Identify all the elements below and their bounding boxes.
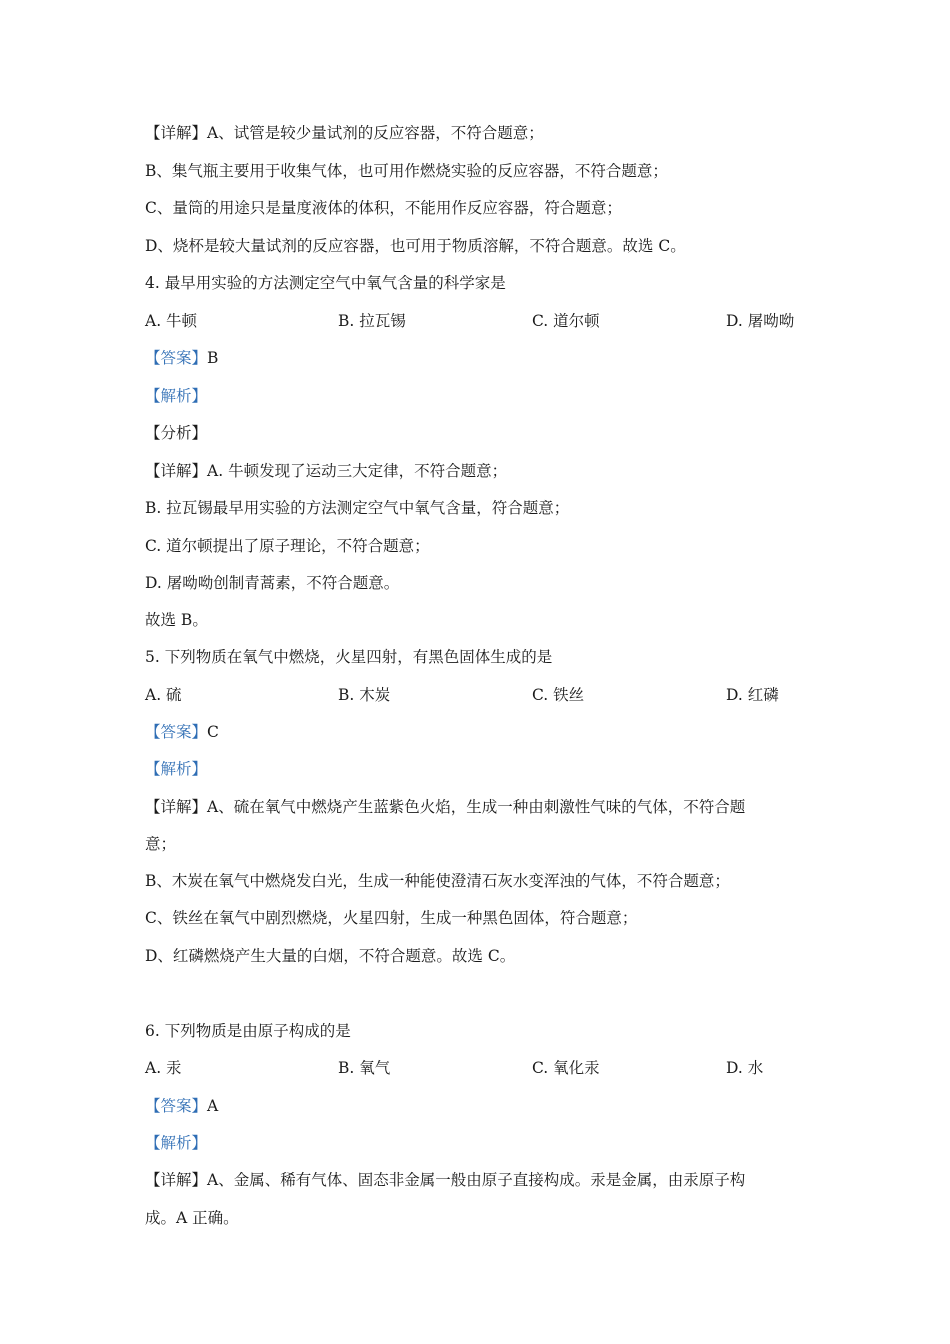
q6-detail-line-1: 【详解】A、金属、稀有气体、固态非金属一般由原子直接构成。汞是金属，由汞原子构: [145, 1171, 746, 1189]
q4-conclusion: 故选 B。: [145, 611, 208, 629]
q6-option-b: B. 氧气: [338, 1059, 391, 1077]
q5-detail-line-1: 【详解】A、硫在氧气中燃烧产生蓝紫色火焰，生成一种由刺激性气味的气体，不符合题: [145, 798, 746, 816]
q4-detail-line-2: B. 拉瓦锡最早用实验的方法测定空气中氧气含量，符合题意；: [145, 499, 570, 517]
q5-detail-tag: 【详解】: [145, 798, 208, 816]
q4-option-b: B. 拉瓦锡: [338, 312, 406, 330]
q5-detail-line-5: D、红磷燃烧产生大量的白烟，不符合题意。故选 C。: [145, 947, 516, 965]
q5-answer: [145, 722, 219, 742]
q6-answer-value: A: [207, 1097, 219, 1115]
q3-detail-line-1: 【详解】A、试管是较少量试剂的反应容器，不符合题意；: [145, 124, 544, 142]
q5-detail-line-4: C、铁丝在氧气中剧烈燃烧，火星四射，生成一种黑色固体，符合题意；: [145, 909, 638, 927]
q3-detail-line-4: D、烧杯是较大量试剂的反应容器，也可用于物质溶解，不符合题意。故选 C。: [145, 237, 686, 255]
q5-option-b: B. 木炭: [338, 686, 391, 704]
q6-answer-tag: 【答案】: [145, 1097, 208, 1115]
q4-detail-line-4: D. 屠呦呦创制青蒿素，不符合题意。: [145, 574, 400, 592]
q4-detail-line-1: 【详解】A. 牛顿发现了运动三大定律，不符合题意；: [145, 462, 508, 480]
q4-detail-line-3: C. 道尔顿提出了原子理论，不符合题意；: [145, 537, 430, 555]
q5-option-c: C. 铁丝: [532, 686, 585, 704]
q4-detail-tag: 【详解】: [145, 462, 208, 480]
q6-detail-tag: 【详解】: [145, 1171, 208, 1189]
q6-option-c: C. 氧化汞: [532, 1059, 600, 1077]
q4-option-d: D. 屠呦呦: [726, 312, 795, 330]
q5-option-d: D. 红磷: [726, 686, 779, 704]
q5-stem: 5. 下列物质在氧气中燃烧，火星四射，有黑色固体生成的是: [145, 648, 553, 666]
q6-option-a: A. 汞: [145, 1059, 182, 1077]
q6-detail-line-2: 成。A 正确。: [145, 1209, 239, 1227]
q5-analysis-tag: 【解析】: [145, 760, 208, 778]
q4-option-a: A. 牛顿: [145, 312, 198, 330]
q6-stem: 6. 下列物质是由原子构成的是: [145, 1022, 351, 1040]
q4-analysis-tag: 【解析】: [145, 387, 208, 405]
q4-stem: 4. 最早用实验的方法测定空气中氧气含量的科学家是: [145, 274, 506, 292]
q4-answer: [145, 348, 218, 368]
q3-detail-tag: 【详解】: [145, 124, 208, 142]
q5-detail-line-2: 意；: [145, 835, 177, 853]
q4-option-c: C. 道尔顿: [532, 312, 600, 330]
q3-detail-line-3: C、量筒的用途只是量度液体的体积，不能用作反应容器，符合题意；: [145, 199, 622, 217]
q4-answer-value: B: [207, 349, 219, 367]
q5-answer-value: C: [207, 723, 219, 741]
q4-answer-tag: 【答案】: [145, 349, 208, 367]
q6-option-d: D. 水: [726, 1059, 764, 1077]
q6-answer: [145, 1096, 218, 1116]
q6-analysis-tag: 【解析】: [145, 1134, 208, 1152]
q5-option-a: A. 硫: [145, 686, 182, 704]
q3-detail-line-2: B、集气瓶主要用于收集气体，也可用作燃烧实验的反应容器，不符合题意；: [145, 162, 668, 180]
q5-answer-tag: 【答案】: [145, 723, 208, 741]
q4-fenxi-tag: 【分析】: [145, 424, 208, 442]
q5-detail-line-3: B、木炭在氧气中燃烧发白光，生成一种能使澄清石灰水变浑浊的气体，不符合题意；: [145, 872, 730, 890]
